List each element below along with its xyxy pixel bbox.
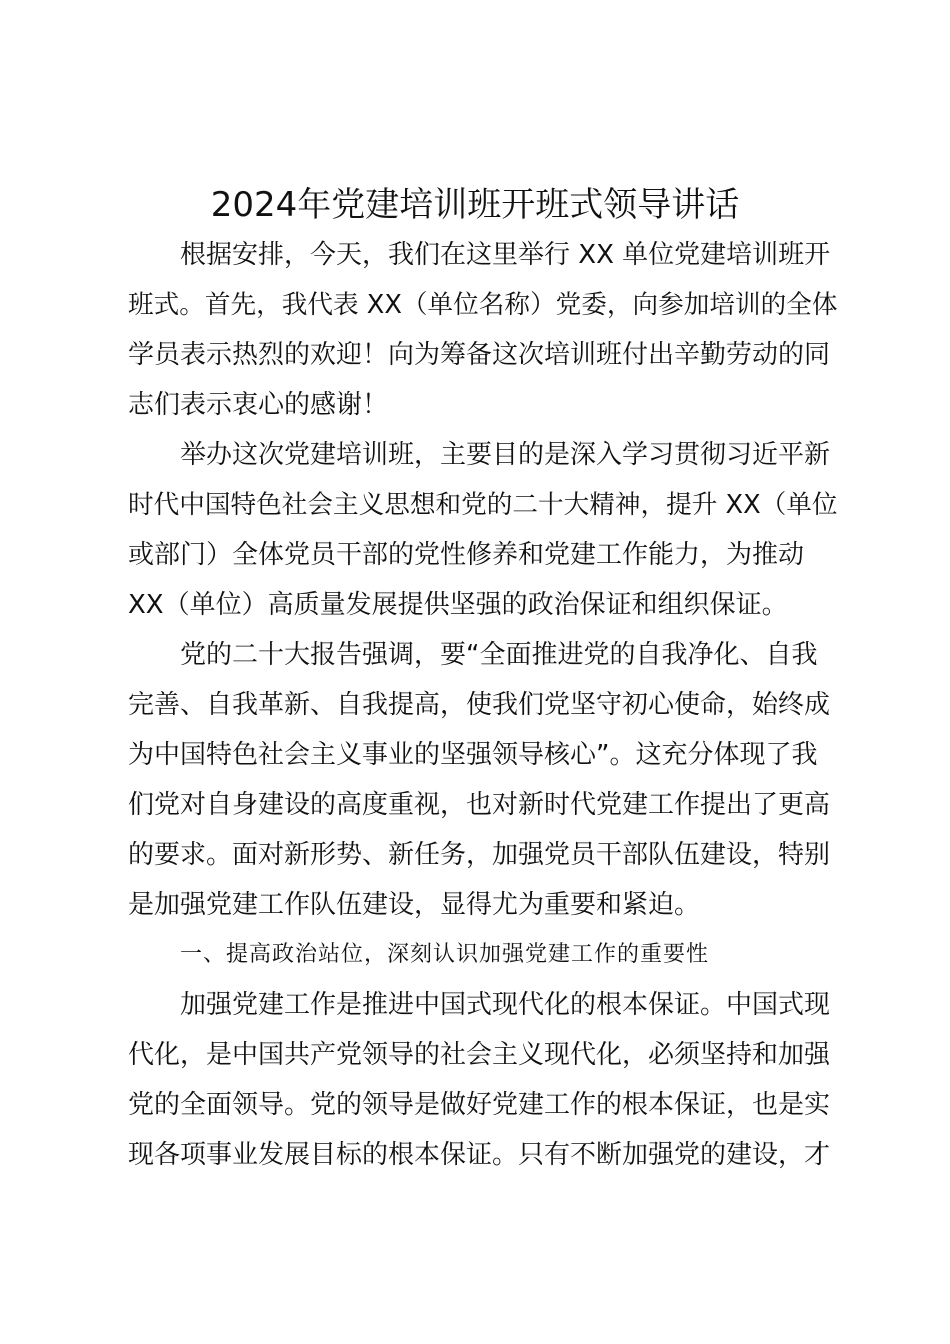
paragraph-line: 的要求。面对新形势、新任务，加强党员干部队伍建设，特别 <box>128 840 831 870</box>
paragraph-line: 为中国特色社会主义事业的坚强领导核心”。这充分体现了我 <box>128 740 818 770</box>
paragraph-line: 学员表示热烈的欢迎！向为筹备这次培训班付出辛勤劳动的同 <box>128 340 831 370</box>
section-heading: 一、提高政治站位，深刻认识加强党建工作的重要性 <box>180 942 710 967</box>
document-title: 2024年党建培训班开班式领导讲话 <box>210 185 740 225</box>
paragraph-line: 是加强党建工作队伍建设，显得尤为重要和紧迫。 <box>128 890 701 920</box>
paragraph-line: 志们表示衷心的感谢！ <box>128 390 389 420</box>
paragraph-line: 根据安排，今天，我们在这里举行 XX 单位党建培训班开 <box>180 240 831 270</box>
paragraph-line: 党的全面领导。党的领导是做好党建工作的根本保证，也是实 <box>128 1090 831 1120</box>
paragraph-line: 党的二十大报告强调，要“全面推进党的自我净化、自我 <box>180 640 818 670</box>
paragraph-line: 时代中国特色社会主义思想和党的二十大精神，提升 XX（单位 <box>128 490 838 520</box>
document-body <box>128 230 838 1180</box>
paragraph-line: XX（单位）高质量发展提供坚强的政治保证和组织保证。 <box>128 590 788 620</box>
paragraph-line: 代化，是中国共产党领导的社会主义现代化，必须坚持和加强 <box>128 1040 831 1070</box>
paragraph-line: 们党对自身建设的高度重视，也对新时代党建工作提出了更高 <box>128 790 831 820</box>
paragraph-line: 完善、自我革新、自我提高，使我们党坚守初心使命，始终成 <box>128 690 831 720</box>
paragraph-4 <box>128 980 838 1180</box>
paragraph-2 <box>128 430 838 630</box>
paragraph-line: 举办这次党建培训班，主要目的是深入学习贯彻习近平新 <box>180 440 831 470</box>
paragraph-line: 加强党建工作是推进中国式现代化的根本保证。中国式现 <box>180 990 831 1020</box>
paragraph-3 <box>128 630 838 930</box>
paragraph-line: 班式。首先，我代表 XX（单位名称）党委，向参加培训的全体 <box>128 290 838 320</box>
paragraph-1 <box>128 230 838 430</box>
paragraph-line: 或部门）全体党员干部的党性修养和党建工作能力，为推动 <box>128 540 805 570</box>
paragraph-line: 现各项事业发展目标的根本保证。只有不断加强党的建设，才 <box>128 1140 831 1170</box>
